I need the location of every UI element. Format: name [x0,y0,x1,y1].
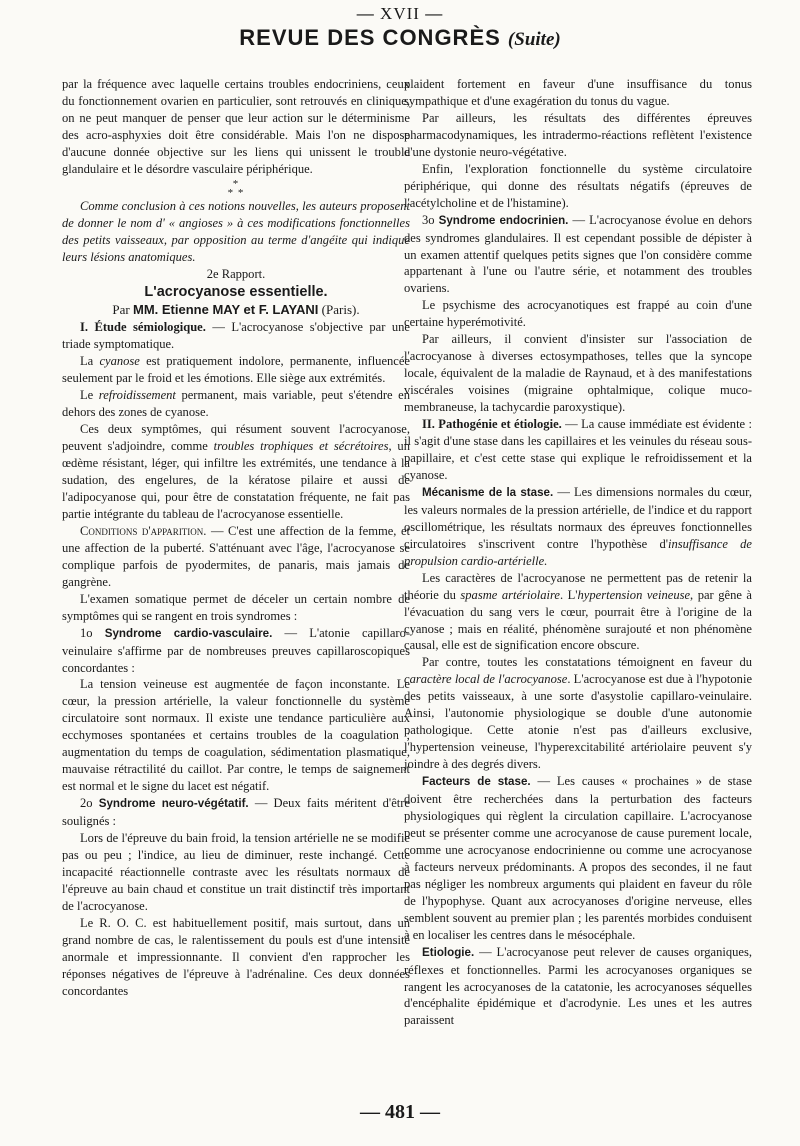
paragraph: Par ailleurs, les résultats des différentes épreuves pharmacodynamiques, les intradermo-réactions reflètent l'existence d'une dystonie neuro-végétative. [404,110,752,159]
paragraph-association: Par ailleurs, il convient d'insister sur l'association de l'acrocyanose à diverses ectosympathoses, telles que la syncope locale, équivalent de la maladie de Raynaud, et à des manifestations viscérales voisines (migraine ophtalmique, colique muco-membraneuse, la tachycardie paroxystique). [404,332,752,415]
paragraph-caracteres: Les caractères de l'acrocyanose ne permettent pas de retenir la théorie du spasme artériolaire. L'hypertension veineuse, par gêne à l'évacuation du sang vers le cœur, pourrait être à l'origine de la cyanose ; mais en réalité, phénomène surajouté et non phénomène causal, elle est de signification encore obscure. [404,570,752,653]
paragraph-bain-froid: Lors de l'épreuve du bain froid, la tension artérielle ne se modifie pas ou peu ; l'indice, au lieu de diminuer, reste inchangé. Cette incapacité réactionnelle contraste avec les résultats normaux de l'épreuve au bain chaud et constitue un trait distinctif très important de l'acrocyanose. [62,831,410,913]
paragraph-mecanisme: Mécanisme de la stase. — Les dimensions normales du cœur, les valeurs normales de la pression artérielle, de l'indice et du rapport oscillométrique, les résultats normaux des épreuves fonctionnelles circulatoires s'inscrivent contre l'hypothèse d'insuffisance de propulsion cardio-artérielle. [404,484,752,568]
conclusion-paragraph: Comme conclusion à ces notions nouvelles, les auteurs proposent de donner le nom d' « angioses » à ces modifications fonctionnelles des petits vaisseaux, par opposition au terme d'angéite qui indique leurs lésions anatomiques. [62,198,410,264]
paragraph-roc: Le R. O. C. est habituellement positif, mais surtout, dans un grand nombre de cas, le ralentissement du pouls est d'une intensité anormale et impressionnante. Il convient d'en rapprocher les réponses négatives de l'épreuve à l'adrénaline. Ces deux données concordantes [62,915,410,998]
paragraph-facteurs: Facteurs de stase. — Les causes « prochaines » de stase doivent être recherchées dans la perturbation des facteurs physiologiques qui règlent la circulation capillaire. L'acrocyanose peut se présenter comme une acrocyanose de cause purement locale, comme une acrocyanose endocrinienne ou comme une acrocyanose à facteurs nerveux prédominants. A propos des secondes, il ne faut pas négliger les nombreux arguments qui plaident en faveur du rôle de l'hypophyse. Quant aux acrocyanoses d'origine nerveuse, elles semblent souvent au premier plan ; les parentés morbides conduisent à en localiser les centres dans le mésocéphale. [404,774,752,942]
paragraph: Enfin, l'exploration fonctionnelle du système circulatoire périphérique, qui donne des résultats négatifs (épreuves de l'acétylcholine et de l'histamine). [404,161,752,210]
article-title: L'acrocyanose essentielle. [144,284,328,301]
paragraph-par-contre: Par contre, toutes les constatations témoignent en faveur du caractère local de l'acrocyanose. L'acrocyanose est due à l'hypotonie des petits vaisseaux, à une sorte d'asystolie capillaro-veinulaire. Ainsi, l'autonomie physiologique se double d'une autonomie pathologique. Cette atonie n'est pas d'ailleurs exclusive, l'hypertension veineuse, l'hyperexcitabilité artériolaire peuvent s'y joindre à des degrés divers. [404,655,753,772]
paragraph: par la fréquence avec laquelle certains troubles endocriniens, ceux du fonctionnement ovarien en particulier, sont retrouvés en clinique, on ne peut manquer de penser que leur action sur le déterminisme des acro-asphyxies doit être considérable. Mais l'on ne dispose d'aucune donnée objective sur les liens qui unissent le trouble glandulaire et le désordre vasculaire périphérique. [62,77,410,176]
right-column [404,76,752,1029]
paragraph-cyanose: La cyanose est pratiquement indolore, permanente, influencée seulement par le froid et les émotions. Elle siège aux extrémités. [62,354,411,386]
paragraph-conditions: Conditions d'apparition. — C'est une affection de la femme, et une affection de la puberté. S'atténuant avec l'âge, l'acrocyanose se complique parfois de pyodermites, de panaris, mais jamais de gangrène. [62,523,410,589]
left-column [62,76,410,1000]
syndrome-cardio-vasculaire: 1o Syndrome cardio-vasculaire. — L'atonie capillaro-veinulaire s'affirme par de nombreuses preuves capillaroscopiques concordantes : [62,625,411,675]
paragraph-examen: L'examen somatique permet de déceler un certain nombre de symptômes qui se rangent en trois syndromes : [62,591,410,623]
syndrome-neuro-vegetatif: 2o Syndrome neuro-végétatif. — Deux faits méritent d'être soulignés : [62,796,410,829]
syndrome-endocrinien: 3o Syndrome endocrinien. — L'acrocyanose évolue en dehors des syndromes glandulaires. Il est cependant possible de dépister à un examen attentif quelques petits signes que l'on considère comme appartenant à l'une ou l'autre série, et notamment des troubles ovariens. [404,212,752,296]
paragraph: plaident fortement en faveur d'une insuffisance du tonus sympathique et d'une exagération du tonus du vague. [404,77,752,108]
page-header [0,4,800,53]
paragraph-psychisme: Le psychisme des acrocyanotiques est frappé au coin d'une certaine hyperémotivité. [404,298,752,330]
section-pathogenie: II. Pathogénie et étiologie. — La cause immédiate est évidente : il s'agit d'une stase dans les capillaires et les veinules du réseau sous-papillaire, et c'est cette stase qui explique le refroidissement et la cyanose. [404,417,752,482]
paragraph-tension: La tension veineuse est augmentée de façon inconstante. Le cœur, la pression artérielle, la valeur fonctionnelle du système circulatoire sont normaux. Il existe une tendance particulière aux ecchymoses spontanées et certains troubles de la coagulation ; augmentation du temps de coagulation, sédimentation plasmatique, mauvaise rétractilité du caillot. Par contre, le temps de saignement est normal et le signe du lacet est négatif. [62,677,410,794]
roman-folio: — XVII — [356,4,444,23]
paragraph-symptomes: Ces deux symptômes, qui résument souvent l'acrocyanose, peuvent s'adjoindre, comme troubles trophiques et sécrétoires, un œdème résistant, léger, qui infiltre les extrémités, une tendance à la sudation, des engelures, de la kératose pilaire et aussi de l'adipocyanose qui, pour être de constatation fréquente, ne fait pas partie intégrante du tableau de l'acrocyanose essentielle. [62,422,410,521]
paragraph-refroidissement: Le refroidissement permanent, mais variable, peut s'étendre en dehors des zones de cyanose. [62,388,410,420]
article-authors: Par MM. Etienne MAY et F. LAYANI (Paris). [112,302,360,318]
page-number: — 481 — [360,1101,440,1123]
paragraph-etiologie: Etiologie. — L'acrocyanose peut relever de causes organiques, réflexes et fonctionnelles. Parmi les acrocyanoses organiques se rangent les acrocyanoses de la catatonie, les acrocyanoses séquelles d'encéphalite épidémique et d'acrodynie. Les unes et les autres paraissent [404,944,752,1028]
rapport-number: 2e Rapport. [206,266,266,281]
running-head: REVUE DES CONGRÈS (Suite) [239,25,561,50]
asterism: * * * [227,177,245,199]
section-semiologie: I. Étude sémiologique. — L'acrocyanose s'objective par une triade symptomatique. [62,320,410,352]
